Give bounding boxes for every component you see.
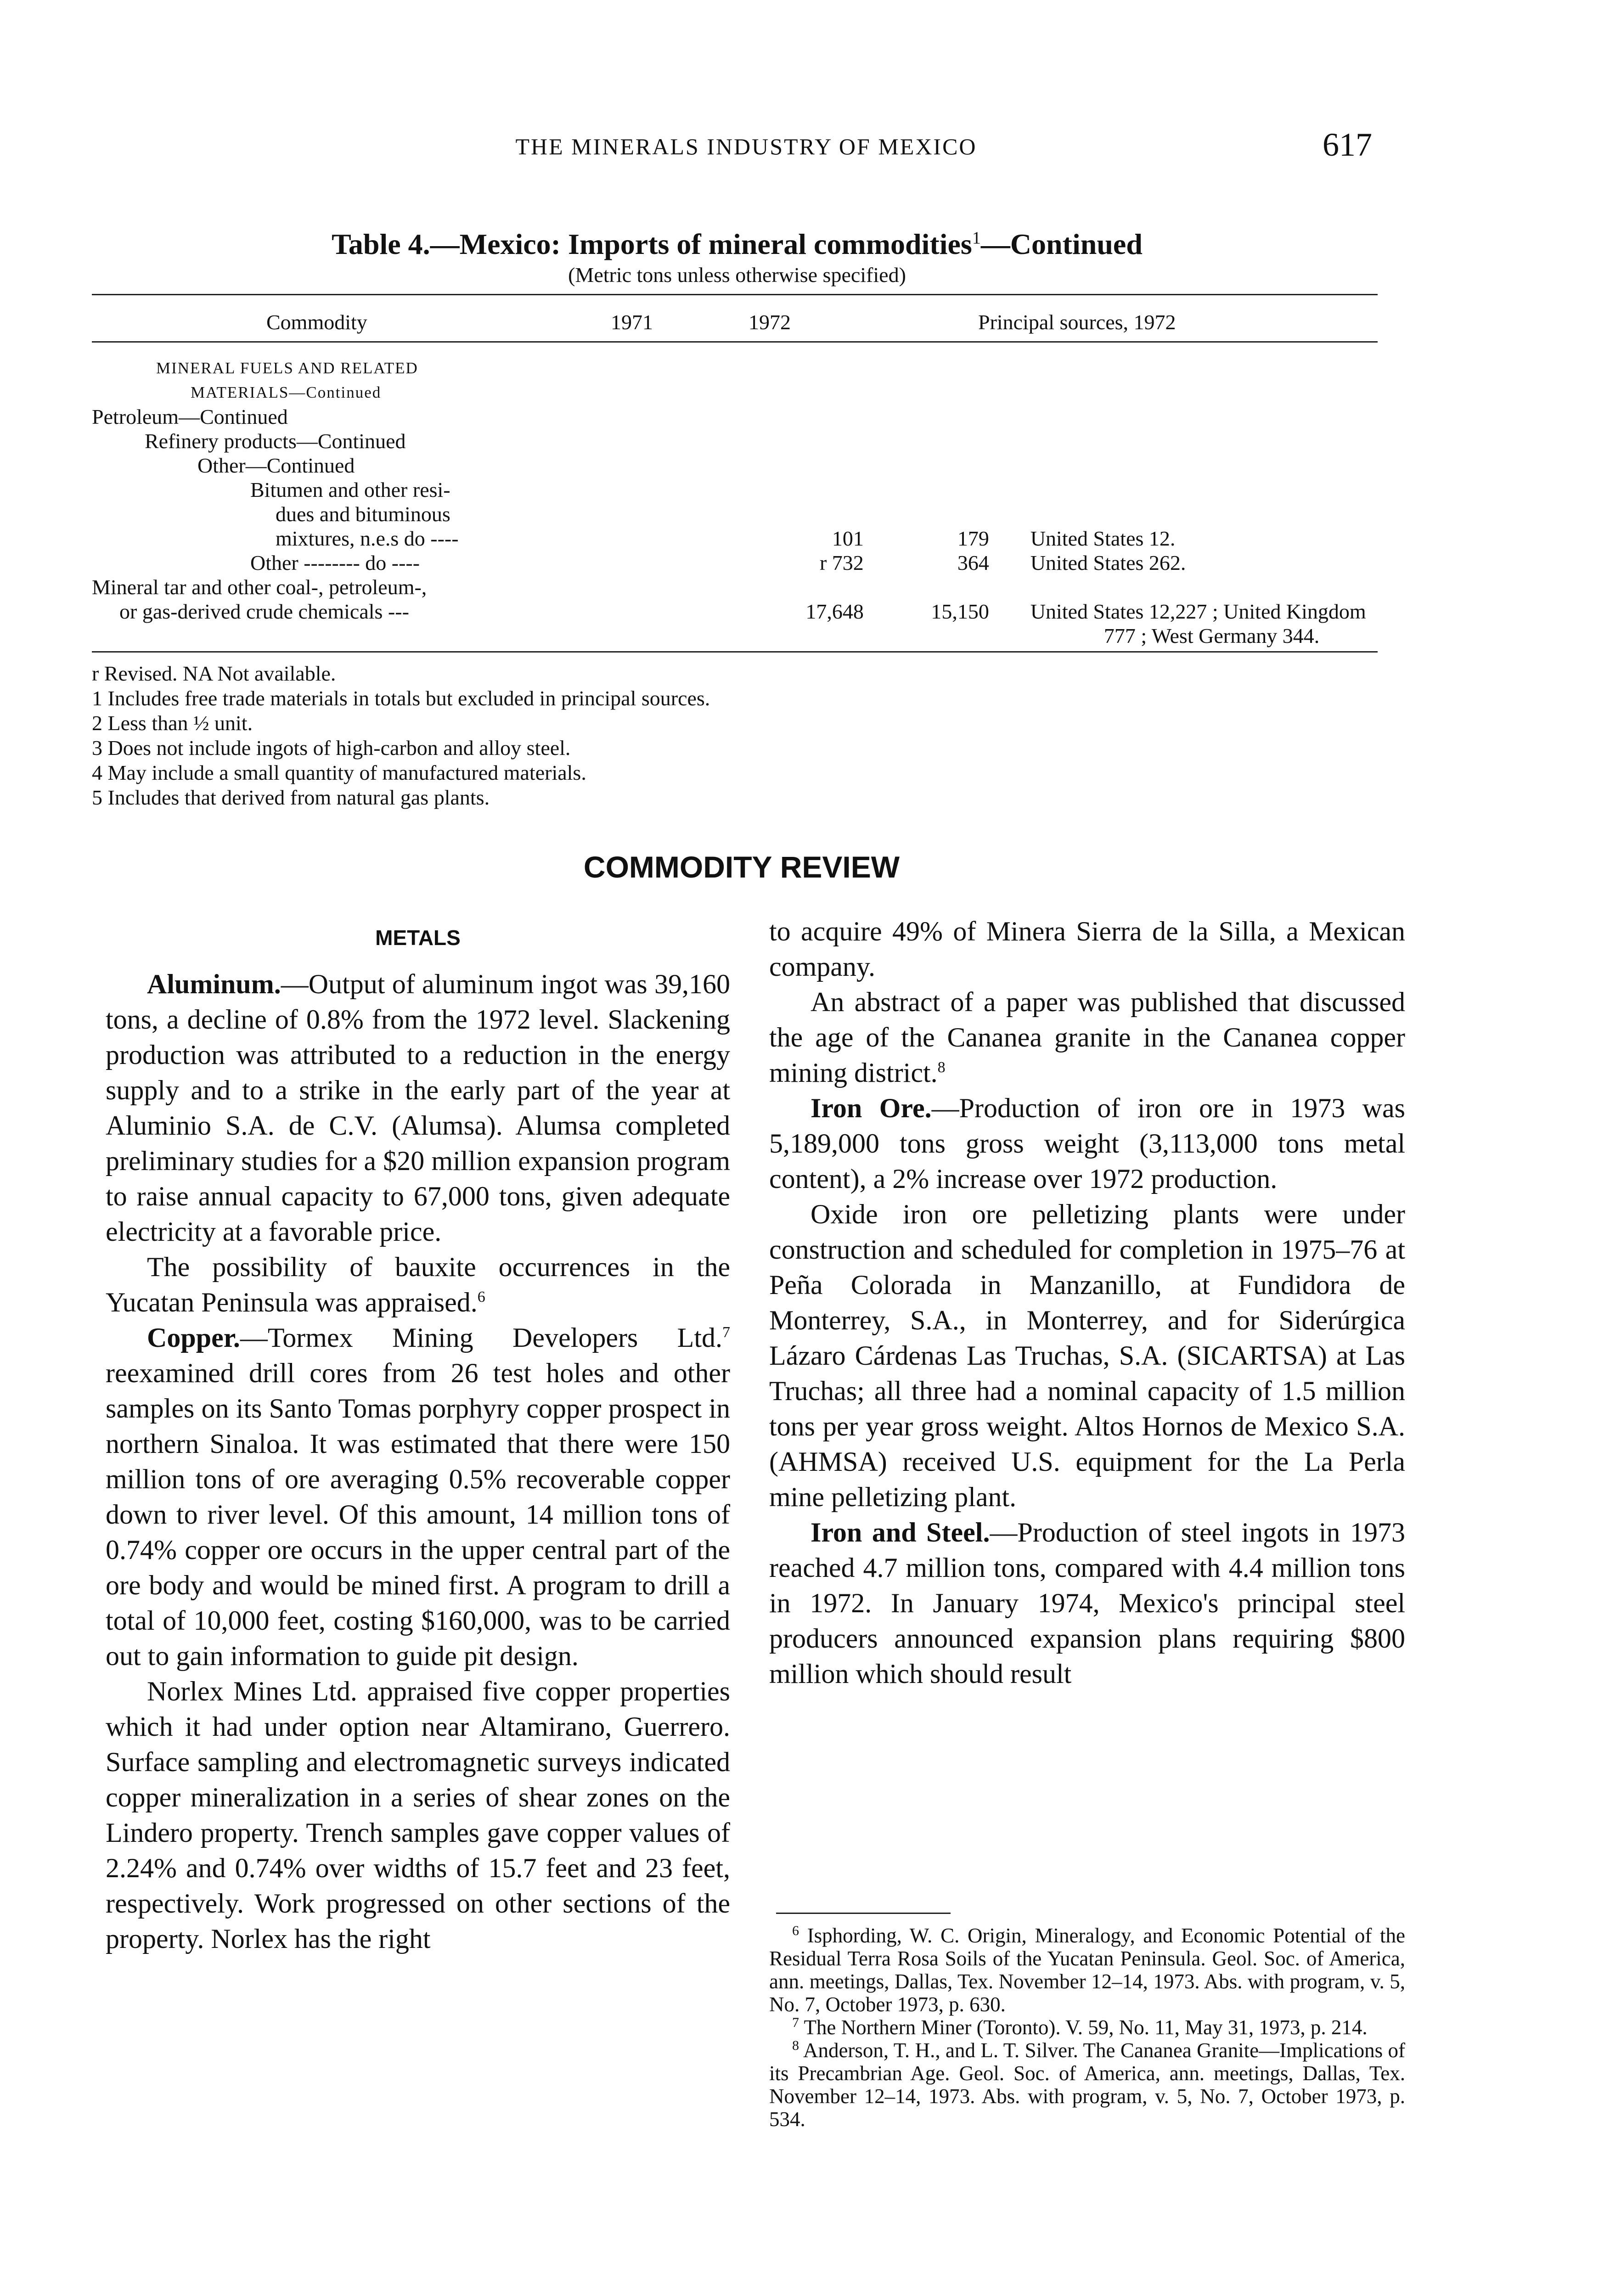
table-footnote: 4 May include a small quantity of manufactured materials. bbox=[92, 761, 586, 784]
left-column bbox=[106, 967, 730, 1957]
table-cell: 364 bbox=[957, 551, 989, 574]
table-cell bbox=[989, 478, 1610, 502]
page-footnote bbox=[769, 1924, 1405, 2016]
paragraph-text: —Output of aluminum ingot was 39,160 tons, a decline of 0.8% from the 1972 level. Slackening production was attributed to a reduction in the energy supply and to a strike in the early part of the year at Aluminio S.A. de C.V. (Alumsa). Alumsa completed preliminary studies for a $20 million expansion program to raise annual capacity to 67,000 tons, given adequate electricity at a favorable price. bbox=[106, 969, 730, 1247]
table-cell bbox=[726, 380, 863, 405]
paragraph-norlex bbox=[106, 1674, 730, 1957]
table-row bbox=[92, 380, 1610, 405]
page-footnote bbox=[769, 2016, 1405, 2039]
footnote-text: Anderson, T. H., and L. T. Silver. The Cananea Granite—Implications of its Precambrian Age. Geol. Soc. of America, ann. meetings, Dallas, Tex. November 12–14, 1973. Abs. with program, v. 5, No. 7, October 1973, p. 534. bbox=[769, 2039, 1405, 2131]
table-cell: 777 ; West Germany 344. bbox=[1103, 624, 1320, 647]
table-cell bbox=[726, 429, 863, 453]
table-cell bbox=[864, 575, 989, 599]
table-cell bbox=[989, 502, 1610, 526]
table-cell: Petroleum—Continued bbox=[92, 405, 288, 428]
paragraph-heading: Aluminum. bbox=[147, 969, 281, 999]
table-cell bbox=[989, 380, 1610, 405]
footnote-rule bbox=[776, 1913, 951, 1914]
paragraph-cananea bbox=[769, 985, 1405, 1091]
table-cell bbox=[92, 624, 726, 648]
table-row bbox=[92, 405, 1610, 429]
paragraph-text: —Production of steel ingots in 1973 reached 4.7 million tons, compared with 4.4 million tons in 1972. In January 1974, Mexico's principal steel producers announced expansion plans requiring $800 million which should result bbox=[769, 1517, 1405, 1689]
page-footnotes bbox=[769, 1924, 1405, 2131]
page-footnote bbox=[769, 2039, 1405, 2131]
paragraph-heading: Copper. bbox=[147, 1322, 240, 1353]
table-cell: United States 12. bbox=[1030, 527, 1176, 550]
table-cell bbox=[864, 502, 989, 526]
table-cell bbox=[864, 453, 989, 478]
table-cell bbox=[726, 405, 863, 429]
table-cell: 179 bbox=[957, 527, 989, 550]
table-cell: United States 12,227 ; United Kingdom bbox=[1030, 600, 1366, 623]
table-title-suffix: —Continued bbox=[980, 228, 1143, 260]
table-row bbox=[92, 551, 1610, 575]
paragraph-text: Norlex Mines Ltd. appraised five copper properties which it had under option near Altamirano, Guerrero. Surface sampling and electromagnetic surveys indicated copper mineralization in a series of shear zones on the Lindero property. Trench samples gave copper values of 2.24% and 0.74% over widths of 15.7 feet and 23 feet, respectively. Work progressed on other sections of the property. Norlex has the right bbox=[106, 1676, 730, 1954]
footnote-ref: 7 bbox=[722, 1324, 730, 1341]
table-title-sup: 1 bbox=[972, 228, 981, 248]
footnote-number: 8 bbox=[792, 2038, 799, 2053]
table-top-rule bbox=[92, 294, 1378, 295]
table-cell: Other—Continued bbox=[197, 454, 355, 477]
table-title bbox=[257, 227, 1217, 261]
table-cell: 15,150 bbox=[931, 600, 989, 623]
table-cell bbox=[726, 478, 863, 502]
right-column bbox=[769, 914, 1405, 1692]
table-cell: dues and bituminous bbox=[276, 502, 450, 526]
col-head-commodity: Commodity bbox=[266, 310, 367, 334]
table-cell bbox=[726, 575, 863, 599]
table-row bbox=[92, 526, 1610, 551]
imports-table bbox=[92, 356, 1610, 648]
footnote-ref: 6 bbox=[477, 1289, 485, 1306]
table-cell bbox=[864, 380, 989, 405]
table-row bbox=[92, 575, 1610, 599]
table-cell: Mineral tar and other coal-, petroleum-, bbox=[92, 575, 427, 599]
paragraph-text: Oxide iron ore pelletizing plants were under construction and scheduled for completion in 1975–76 at Peña Colorada in Manzanillo, at Fundidora de Monterrey, S.A., in Monterrey, and for Siderúrgica Lázaro Cárdenas Las Truchas, S.A. (SICARTSA) at Las Truchas; all three had a nominal capacity of 1.5 million tons per year gross weight. Altos Hornos de Mexico S.A. (AHMSA) received U.S. equipment for the La Perla mine pelletizing plant. bbox=[769, 1199, 1405, 1512]
table-row bbox=[92, 356, 1610, 380]
table-cell bbox=[864, 624, 989, 648]
table-cell: United States 262. bbox=[1030, 551, 1186, 574]
table-footnote: 3 Does not include ingots of high-carbon and alloy steel. bbox=[92, 736, 571, 760]
table-title-text: Table 4.—Mexico: Imports of mineral commodities bbox=[332, 228, 972, 260]
table-row bbox=[92, 478, 1610, 502]
col-head-1972: 1972 bbox=[749, 310, 791, 334]
table-cell bbox=[989, 356, 1610, 380]
table-cell: Refinery products—Continued bbox=[145, 429, 406, 453]
footnote-number: 6 bbox=[792, 1923, 799, 1938]
table-cell bbox=[864, 478, 989, 502]
table-cell bbox=[726, 624, 863, 648]
table-cell bbox=[989, 575, 1610, 599]
table-footnote: 5 Includes that derived from natural gas plants. bbox=[92, 786, 490, 809]
paragraph-text: —Production of iron ore in 1973 was 5,189,000 tons gross weight (3,113,000 tons metal content), a 2% increase over 1972 production. bbox=[769, 1093, 1405, 1194]
paragraph-pelletizing bbox=[769, 1197, 1405, 1515]
running-header bbox=[0, 126, 1610, 170]
table-row bbox=[92, 429, 1610, 453]
paragraph-iron-steel bbox=[769, 1515, 1405, 1692]
paragraph-text: —Tormex Mining Developers Ltd. bbox=[240, 1322, 722, 1353]
header-title: THE MINERALS INDUSTRY OF MEXICO bbox=[515, 134, 977, 159]
table-footnote: r Revised. NA Not available. bbox=[92, 662, 336, 685]
table-cell bbox=[864, 405, 989, 429]
col-head-1971: 1971 bbox=[611, 310, 653, 334]
paragraph-bauxite bbox=[106, 1249, 730, 1320]
subsection-title: METALS bbox=[375, 926, 461, 950]
paragraph-copper bbox=[106, 1320, 730, 1674]
table-cell bbox=[864, 429, 989, 453]
table-cell bbox=[864, 356, 989, 380]
table-cell: 17,648 bbox=[805, 600, 864, 623]
paragraph-heading: Iron and Steel. bbox=[811, 1517, 990, 1548]
table-cell bbox=[989, 429, 1610, 453]
paragraph-continued bbox=[769, 914, 1405, 985]
footnote-text: The Northern Miner (Toronto). V. 59, No. 11, May 31, 1973, p. 214. bbox=[804, 2016, 1368, 2039]
table-cell: 101 bbox=[832, 527, 864, 550]
table-footnotes bbox=[92, 661, 710, 810]
table-footnote: 2 Less than ½ unit. bbox=[92, 711, 253, 735]
footnote-text: Isphording, W. C. Origin, Mineralogy, and Economic Potential of the Residual Terra Rosa Soils of the Yucatan Peninsula. Geol. Soc. of America, ann. meetings, Dallas, Tex. November 12–14, 1973. Abs. with program, v. 5, No. 7, October 1973, p. 630. bbox=[769, 1924, 1405, 2016]
table-row bbox=[92, 453, 1610, 478]
paragraph-text: The possibility of bauxite occurrences in the Yucatan Peninsula was appraised. bbox=[106, 1252, 730, 1317]
table-cell: r 732 bbox=[819, 551, 864, 574]
table-cell bbox=[726, 502, 863, 526]
table-row bbox=[92, 624, 1610, 648]
table-cell bbox=[989, 405, 1610, 429]
table-row bbox=[92, 502, 1610, 526]
table-cell: Other -------- do ---- bbox=[250, 551, 420, 574]
table-cell: or gas-derived crude chemicals --- bbox=[119, 600, 409, 623]
section-title: COMMODITY REVIEW bbox=[583, 850, 900, 884]
table-cell: mixtures, n.e.s do ---- bbox=[276, 527, 459, 550]
paragraph-text: An abstract of a paper was published that discussed the age of the Cananea granite in the Cananea copper mining district. bbox=[769, 987, 1405, 1088]
paragraph-aluminum bbox=[106, 967, 730, 1249]
table-cell bbox=[726, 356, 863, 380]
table-cell: Bitumen and other resi- bbox=[250, 478, 450, 501]
page-number: 617 bbox=[1323, 126, 1372, 163]
footnote-ref: 8 bbox=[937, 1059, 946, 1076]
paragraph-text: to acquire 49% of Minera Sierra de la Silla, a Mexican company. bbox=[769, 916, 1405, 982]
table-footnote: 1 Includes free trade materials in totals but excluded in principal sources. bbox=[92, 687, 710, 710]
table-subtitle: (Metric tons unless otherwise specified) bbox=[568, 263, 906, 287]
table-row bbox=[92, 599, 1610, 624]
table-header-rule bbox=[92, 341, 1378, 343]
table-cell bbox=[989, 453, 1610, 478]
table-cell: MATERIALS—Continued bbox=[191, 383, 382, 401]
paragraph-text-cont: reexamined drill cores from 26 test holes and other samples on its Santo Tomas porphyry copper prospect in northern Sinaloa. It was estimated that there were 150 million tons of ore averaging 0.5% recoverable copper down to river level. Of this amount, 14 million tons of 0.74% copper ore occurs in the upper central part of the ore body and would be mined first. A program to drill a total of 10,000 feet, costing $160,000, was to be carried out to gain information to guide pit design. bbox=[106, 1358, 730, 1671]
table-cell: MINERAL FUELS AND RELATED bbox=[156, 359, 418, 377]
table-bottom-rule bbox=[92, 651, 1378, 653]
paragraph-iron-ore bbox=[769, 1091, 1405, 1197]
table-cell bbox=[726, 453, 863, 478]
paragraph-heading: Iron Ore. bbox=[811, 1093, 932, 1123]
footnote-number: 7 bbox=[792, 2015, 799, 2030]
col-head-sources: Principal sources, 1972 bbox=[978, 310, 1176, 334]
